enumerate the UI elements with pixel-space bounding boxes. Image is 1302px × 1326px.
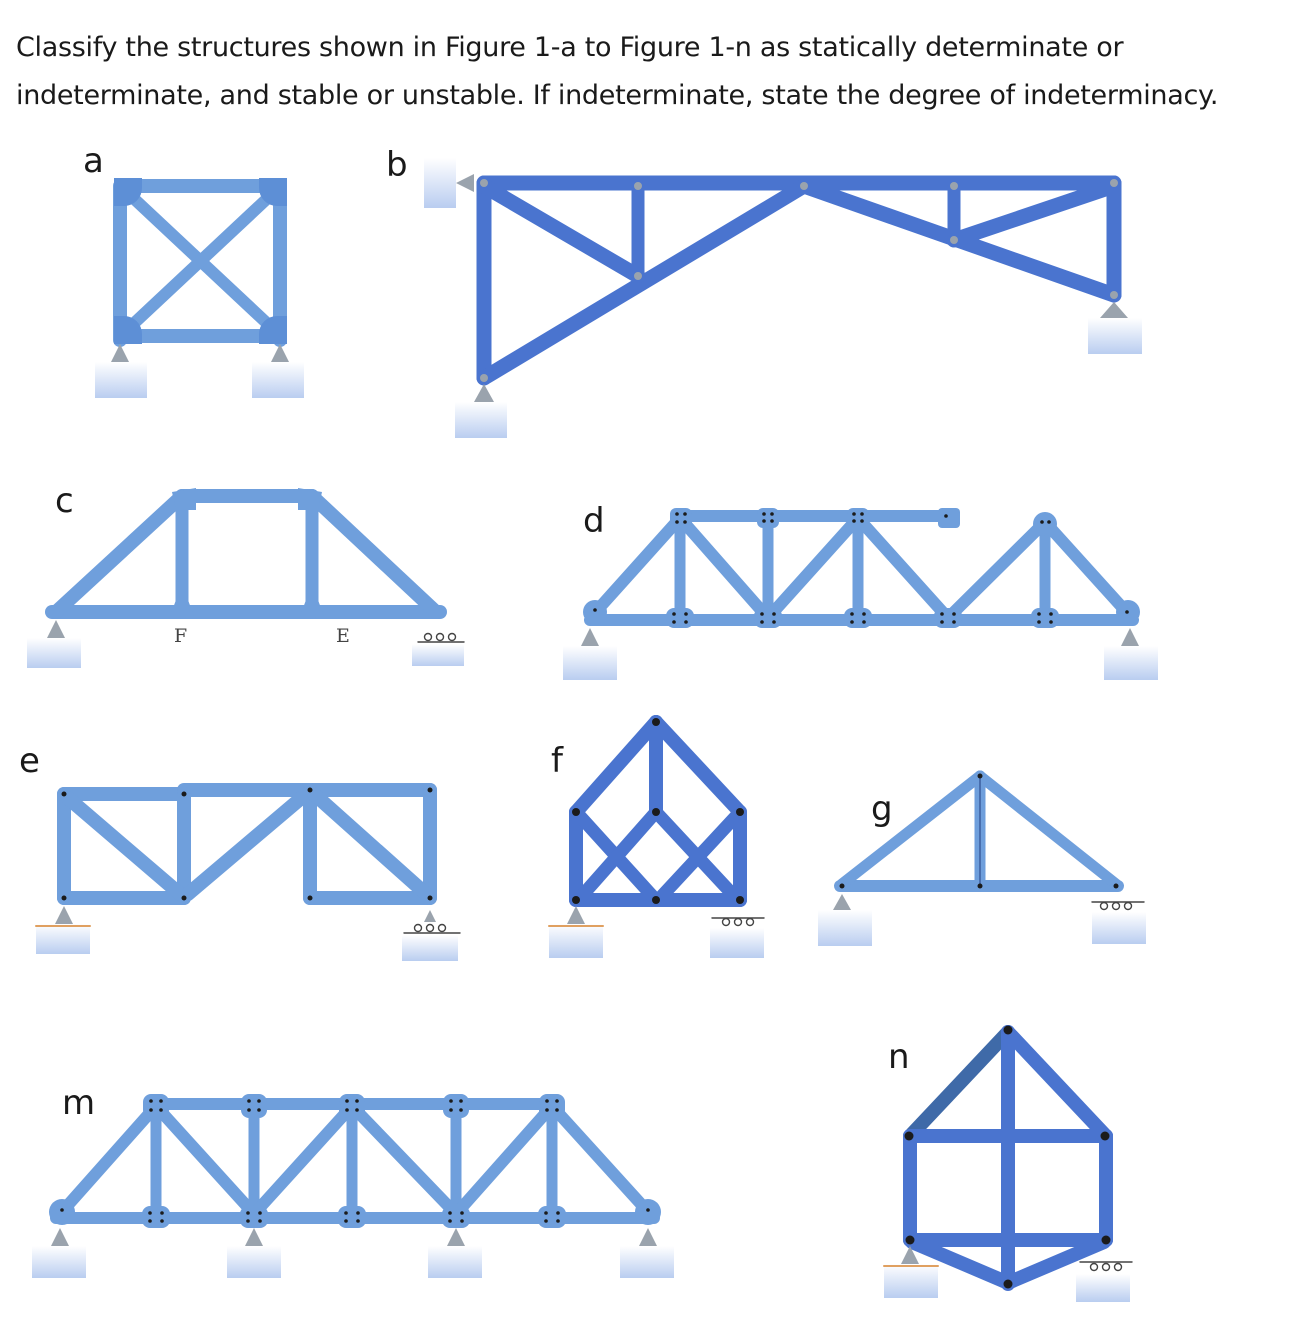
member xyxy=(680,518,768,618)
joint xyxy=(62,792,67,797)
gusset-plate xyxy=(847,508,869,528)
pin-support xyxy=(447,1228,465,1246)
pin-support xyxy=(567,906,585,924)
joint xyxy=(428,896,433,901)
bolt xyxy=(160,1211,164,1215)
support-base xyxy=(620,1246,674,1278)
bolt xyxy=(545,1099,549,1103)
bolt xyxy=(684,612,688,616)
joint xyxy=(978,774,983,779)
bolt xyxy=(555,1099,559,1103)
figure-b xyxy=(386,145,1142,438)
roller xyxy=(415,925,422,932)
member xyxy=(980,776,1116,884)
joint xyxy=(1101,1132,1110,1141)
bolt xyxy=(952,612,956,616)
pin-support xyxy=(51,1228,69,1246)
question-line-1: Classify the structures shown in Figure 1-a to Figure 1-n as statically determinate or xyxy=(16,32,1124,63)
roller xyxy=(735,919,742,926)
pin-support xyxy=(581,628,599,646)
figure-g xyxy=(818,774,1146,947)
bolt xyxy=(60,1208,64,1212)
pin-support xyxy=(55,906,73,924)
support-base xyxy=(428,1246,482,1278)
roller xyxy=(1113,903,1120,910)
bolt xyxy=(683,520,687,524)
figure-a xyxy=(83,141,304,398)
bolt xyxy=(355,1099,359,1103)
wall-support xyxy=(424,158,456,208)
bolt xyxy=(544,1211,548,1215)
member xyxy=(312,496,436,612)
member xyxy=(592,518,680,616)
gusset-plate xyxy=(754,608,782,628)
gusset-plate xyxy=(241,1094,267,1118)
bolt xyxy=(344,1219,348,1223)
figure-a-label: a xyxy=(83,141,104,181)
roller xyxy=(1115,1264,1122,1271)
gusset-plate xyxy=(300,600,324,616)
figure-f xyxy=(549,718,764,958)
bolt xyxy=(762,512,766,516)
member xyxy=(576,722,656,812)
joint xyxy=(428,788,433,793)
roller xyxy=(1091,1264,1098,1271)
member xyxy=(910,1032,1008,1136)
bolt xyxy=(675,520,679,524)
figure-g-label: g xyxy=(871,789,893,829)
member xyxy=(842,776,980,884)
joint xyxy=(1004,1280,1013,1289)
bolt xyxy=(862,612,866,616)
gusset-plate xyxy=(143,1094,169,1118)
bolt xyxy=(449,1099,453,1103)
gusset-plate xyxy=(442,1206,470,1228)
roller xyxy=(1125,903,1132,910)
question-line-2: indeterminate, and stable or unstable. If indeterminate, state the degree of indeterminacy. xyxy=(16,80,1219,111)
member xyxy=(948,522,1045,618)
joint xyxy=(480,374,488,382)
support-base xyxy=(710,928,764,958)
support-base xyxy=(32,1246,86,1278)
bolt xyxy=(675,512,679,516)
support-base xyxy=(563,646,617,680)
bolt xyxy=(257,1099,261,1103)
bolt xyxy=(772,620,776,624)
bolt xyxy=(355,1108,359,1112)
bolt xyxy=(449,1108,453,1112)
joint xyxy=(906,1236,915,1245)
figure-b-label: b xyxy=(386,145,408,185)
joint xyxy=(950,236,958,244)
bolt xyxy=(246,1211,250,1215)
bolt xyxy=(1037,612,1041,616)
member xyxy=(314,794,426,894)
bolt xyxy=(940,620,944,624)
joint xyxy=(736,896,744,904)
bolt xyxy=(160,1219,164,1223)
joint xyxy=(62,896,67,901)
roller xyxy=(437,634,444,641)
joint xyxy=(182,792,187,797)
bolt xyxy=(683,512,687,516)
member xyxy=(156,1106,254,1214)
bolt xyxy=(545,1108,549,1112)
bolt xyxy=(247,1099,251,1103)
pin-support xyxy=(474,384,494,402)
bolt xyxy=(672,612,676,616)
joint xyxy=(840,884,845,889)
member xyxy=(858,518,948,618)
gusset-plate xyxy=(844,608,872,628)
bolt xyxy=(344,1211,348,1215)
joint xyxy=(308,896,313,901)
joint xyxy=(572,896,580,904)
figure-n xyxy=(884,1026,1132,1303)
support-base xyxy=(818,910,872,946)
bolt xyxy=(1047,520,1051,524)
bolt xyxy=(345,1108,349,1112)
gusset-plate xyxy=(443,1094,469,1118)
gusset-plate xyxy=(298,488,322,510)
bolt xyxy=(944,514,948,518)
bolt xyxy=(940,612,944,616)
support-base xyxy=(549,924,603,958)
pin-support xyxy=(271,344,289,362)
support-base xyxy=(252,362,304,398)
bolt xyxy=(258,1219,262,1223)
support-base xyxy=(36,924,90,954)
support-base xyxy=(455,402,507,438)
pin-support xyxy=(424,910,436,922)
bolt xyxy=(684,620,688,624)
bolt xyxy=(760,620,764,624)
gusset-plate xyxy=(142,1206,170,1228)
joint xyxy=(1102,1236,1111,1245)
joint xyxy=(652,718,660,726)
bolt xyxy=(672,620,676,624)
support-base xyxy=(1104,646,1158,680)
gusset-plate xyxy=(240,1206,268,1228)
member xyxy=(352,1106,456,1214)
joint xyxy=(652,896,660,904)
joint xyxy=(634,272,642,280)
bolt xyxy=(148,1211,152,1215)
gusset-plate xyxy=(1033,512,1057,536)
pin-support xyxy=(639,1228,657,1246)
bolt xyxy=(345,1099,349,1103)
bolt xyxy=(1037,620,1041,624)
pin-support xyxy=(1100,302,1128,318)
pin-support xyxy=(1121,628,1139,646)
bolt xyxy=(246,1219,250,1223)
bolt xyxy=(149,1108,153,1112)
pin-support xyxy=(456,174,474,192)
node-label-e: E xyxy=(336,625,350,647)
joint xyxy=(572,808,580,816)
bolt xyxy=(159,1099,163,1103)
bolt xyxy=(555,1108,559,1112)
gusset-plate xyxy=(172,488,196,510)
bolt xyxy=(459,1099,463,1103)
roller xyxy=(439,925,446,932)
bolt xyxy=(460,1219,464,1223)
bolt xyxy=(852,512,856,516)
roller xyxy=(1101,903,1108,910)
support-base xyxy=(27,638,81,668)
joint xyxy=(1110,291,1118,299)
support-base xyxy=(412,644,464,666)
roller xyxy=(1103,1264,1110,1271)
gusset-plate xyxy=(339,1094,365,1118)
bolt xyxy=(1040,520,1044,524)
figure-n-label: n xyxy=(888,1037,910,1077)
bolt xyxy=(257,1108,261,1112)
bolt xyxy=(770,512,774,516)
gusset-plate xyxy=(670,508,692,530)
pin-support xyxy=(245,1228,263,1246)
member xyxy=(656,722,740,812)
figure-m xyxy=(32,1083,674,1278)
support-base xyxy=(884,1264,938,1298)
gusset-plate xyxy=(583,600,607,624)
bolt xyxy=(459,1108,463,1112)
joint xyxy=(800,182,808,190)
support-base xyxy=(1076,1274,1130,1302)
member xyxy=(56,496,182,612)
joint xyxy=(480,179,488,187)
roller xyxy=(747,919,754,926)
bolt xyxy=(770,519,774,523)
bolt xyxy=(762,519,766,523)
gusset-plate xyxy=(539,1094,565,1118)
gusset-plate xyxy=(666,608,694,628)
support-base xyxy=(95,362,147,398)
roller xyxy=(449,634,456,641)
bolt xyxy=(860,512,864,516)
bolt xyxy=(952,620,956,624)
bolt xyxy=(448,1219,452,1223)
bolt xyxy=(852,519,856,523)
bolt xyxy=(646,1208,650,1212)
bolt xyxy=(460,1211,464,1215)
bolt xyxy=(544,1219,548,1223)
member xyxy=(254,1106,352,1214)
member xyxy=(68,798,180,894)
gusset-plate xyxy=(170,600,194,616)
figure-d xyxy=(563,501,1158,680)
bolt xyxy=(860,519,864,523)
member xyxy=(484,186,638,276)
roller xyxy=(425,634,432,641)
bolt xyxy=(593,608,597,612)
support-base xyxy=(1092,912,1146,944)
bolt xyxy=(760,612,764,616)
gusset-plate xyxy=(757,508,779,528)
bolt xyxy=(149,1099,153,1103)
joint xyxy=(950,182,958,190)
support-base xyxy=(1088,318,1142,354)
figure-d-label: d xyxy=(583,501,605,541)
joint xyxy=(905,1132,914,1141)
joint xyxy=(978,884,983,889)
member xyxy=(954,186,1114,240)
gusset-plate xyxy=(338,1206,366,1228)
bolt xyxy=(1049,620,1053,624)
joint xyxy=(736,808,744,816)
joint xyxy=(1110,179,1118,187)
bolt xyxy=(159,1108,163,1112)
pin-support xyxy=(833,894,851,910)
member xyxy=(456,1106,552,1214)
bolt xyxy=(356,1219,360,1223)
bolt xyxy=(556,1219,560,1223)
joint xyxy=(182,896,187,901)
gusset-plate xyxy=(934,608,962,628)
node-label-f: F xyxy=(174,625,188,647)
joint xyxy=(308,788,313,793)
bolt xyxy=(148,1219,152,1223)
joint xyxy=(1114,884,1119,889)
bolt xyxy=(448,1211,452,1215)
joint xyxy=(1004,1026,1013,1035)
support-base xyxy=(227,1246,281,1278)
pin-support xyxy=(111,344,129,362)
member xyxy=(1008,1032,1106,1136)
gusset-plate xyxy=(49,1199,75,1225)
support-base xyxy=(402,935,458,961)
joint xyxy=(634,182,642,190)
figure-c xyxy=(27,481,464,668)
bolt xyxy=(1125,610,1129,614)
member xyxy=(768,518,858,618)
gusset-plate xyxy=(1031,608,1059,628)
roller xyxy=(427,925,434,932)
bolt xyxy=(850,612,854,616)
member xyxy=(1045,522,1130,616)
bolt xyxy=(247,1108,251,1112)
bolt xyxy=(258,1211,262,1215)
figure-e-label: e xyxy=(19,741,40,781)
gusset-plate xyxy=(538,1206,566,1228)
member xyxy=(188,794,306,894)
roller xyxy=(723,919,730,926)
gusset-plate xyxy=(635,1199,661,1225)
figure-f-label: f xyxy=(551,741,563,781)
bolt xyxy=(772,612,776,616)
bolt xyxy=(862,620,866,624)
gusset-plate xyxy=(938,508,960,528)
member xyxy=(552,1106,650,1214)
bolt xyxy=(356,1211,360,1215)
figure-e xyxy=(19,741,460,961)
bolt xyxy=(850,620,854,624)
joint xyxy=(652,808,660,816)
figure-c-label: c xyxy=(55,481,74,521)
figure-m-label: m xyxy=(62,1083,96,1123)
bolt xyxy=(556,1211,560,1215)
bolt xyxy=(1049,612,1053,616)
pin-support xyxy=(47,620,65,638)
